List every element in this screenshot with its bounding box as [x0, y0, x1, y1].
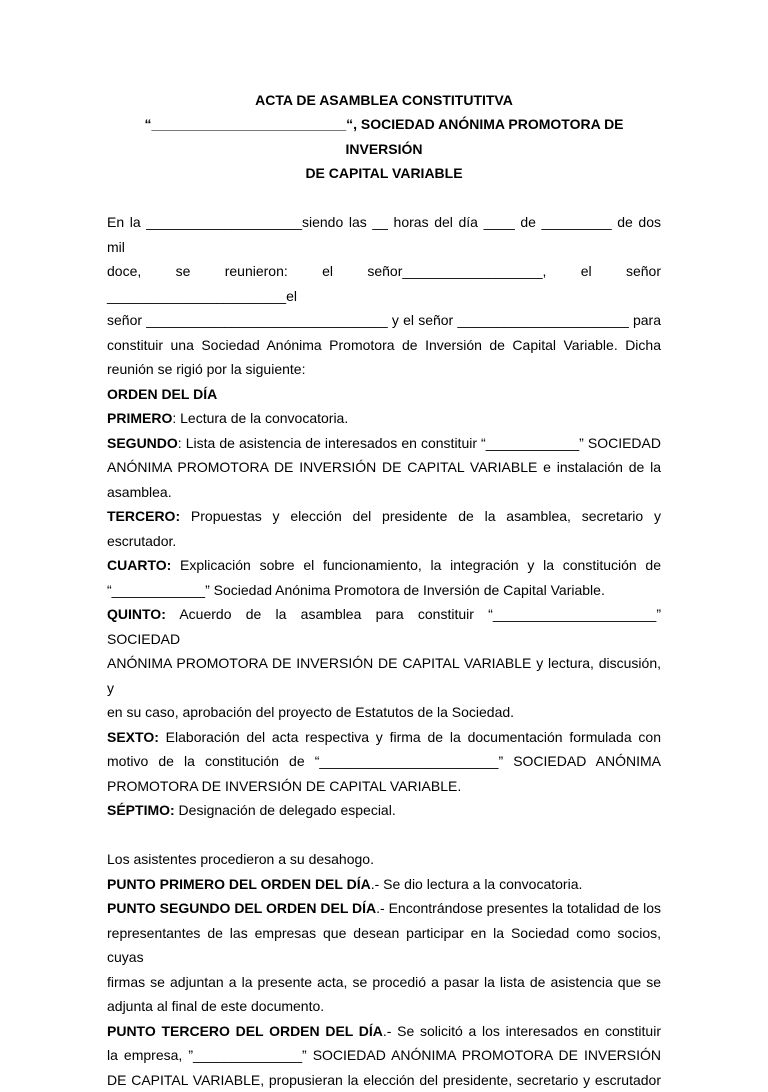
document-title: ACTA DE ASAMBLEA CONSTITUTITVA	[255, 92, 513, 108]
desahogo-line: Los asistentes procedieron a su desahogo.	[107, 851, 374, 868]
item-sexto: SEXTO: Elaboración del acta respectiva y firma de la documentación formulada con	[107, 728, 661, 745]
document-body	[107, 88, 661, 1092]
item-segundo-line: asamblea.	[107, 483, 172, 500]
item-sexto-line: motivo de la constitución de “_______________________” SOCIEDAD ANÓNIMA	[107, 753, 661, 770]
item-cuarto: CUARTO: Explicación sobre el funcionamiento, la integración y la constitución de	[107, 557, 661, 574]
punto-segundo: PUNTO SEGUNDO DEL ORDEN DEL DÍA.- Encontrándose presentes la totalidad de los	[107, 900, 662, 917]
punto-primero: PUNTO PRIMERO DEL ORDEN DEL DÍA.- Se dio lectura a la convocatoria.	[107, 875, 583, 892]
item-quinto-line: en su caso, aprobación del proyecto de Estatutos de la Sociedad.	[107, 704, 515, 721]
intro-line: En la ____________________siendo las __ horas del día ____ de _________ de dos mil	[107, 214, 661, 255]
item-primero: PRIMERO: Lectura de la convocatoria.	[107, 410, 349, 427]
item-quinto-line: ANÓNIMA PROMOTORA DE INVERSIÓN DE CAPITAL VARIABLE y lectura, discusión, y	[107, 655, 661, 696]
punto-segundo-line: adjunta al final de este documento.	[107, 998, 325, 1015]
item-tercero: TERCERO: Propuestas y elección del presidente de la asamblea, secretario y escrutador.	[107, 508, 661, 549]
intro-line: constituir una Sociedad Anónima Promotora de Inversión de Capital Variable. Dicha	[107, 336, 661, 353]
item-quinto: QUINTO: Acuerdo de la asamblea para constituir “_____________________” SOCIEDAD	[107, 606, 661, 647]
punto-segundo-line: representantes de las empresas que desean participar en la Sociedad como socios, cuyas	[107, 924, 661, 966]
item-septimo: SÉPTIMO: Designación de delegado especial.	[107, 802, 396, 819]
item-cuarto-line: “____________” Sociedad Anónima Promotora de Inversión de Capital Variable.	[107, 581, 605, 598]
intro-line: doce, se reunieron: el señor__________________, el señor _______________________el	[107, 263, 661, 304]
intro-line: reunión se rigió por la siguiente:	[107, 361, 306, 378]
document-title-line2: “_________________________“, SOCIEDAD ANÓNIMA PROMOTORA DE INVERSIÓN	[144, 116, 624, 157]
punto-tercero-line: la empresa, ”______________” SOCIEDAD ANÓNIMA PROMOTORA DE INVERSIÓN	[107, 1047, 661, 1064]
document-title-line3: DE CAPITAL VARIABLE	[305, 165, 463, 182]
item-segundo-line: ANÓNIMA PROMOTORA DE INVERSIÓN DE CAPITAL VARIABLE e instalación de la	[107, 459, 661, 476]
punto-tercero-line: DE CAPITAL VARIABLE, propusieran la elección del presidente, secretario y escrutador	[107, 1071, 661, 1088]
orden-heading: ORDEN DEL DÍA	[107, 385, 218, 402]
item-segundo: SEGUNDO: Lista de asistencia de interesados en constituir “____________” SOCIEDAD	[107, 434, 661, 451]
item-sexto-line: PROMOTORA DE INVERSIÓN DE CAPITAL VARIABLE.	[107, 777, 462, 794]
punto-segundo-line: firmas se adjuntan a la presente acta, se procedió a pasar la lista de asistencia que se	[107, 973, 661, 990]
intro-line: señor _______________________________ y el señor ______________________ para	[107, 312, 661, 329]
punto-tercero: PUNTO TERCERO DEL ORDEN DEL DÍA.- Se solicitó a los interesados en constituir	[107, 1022, 661, 1039]
